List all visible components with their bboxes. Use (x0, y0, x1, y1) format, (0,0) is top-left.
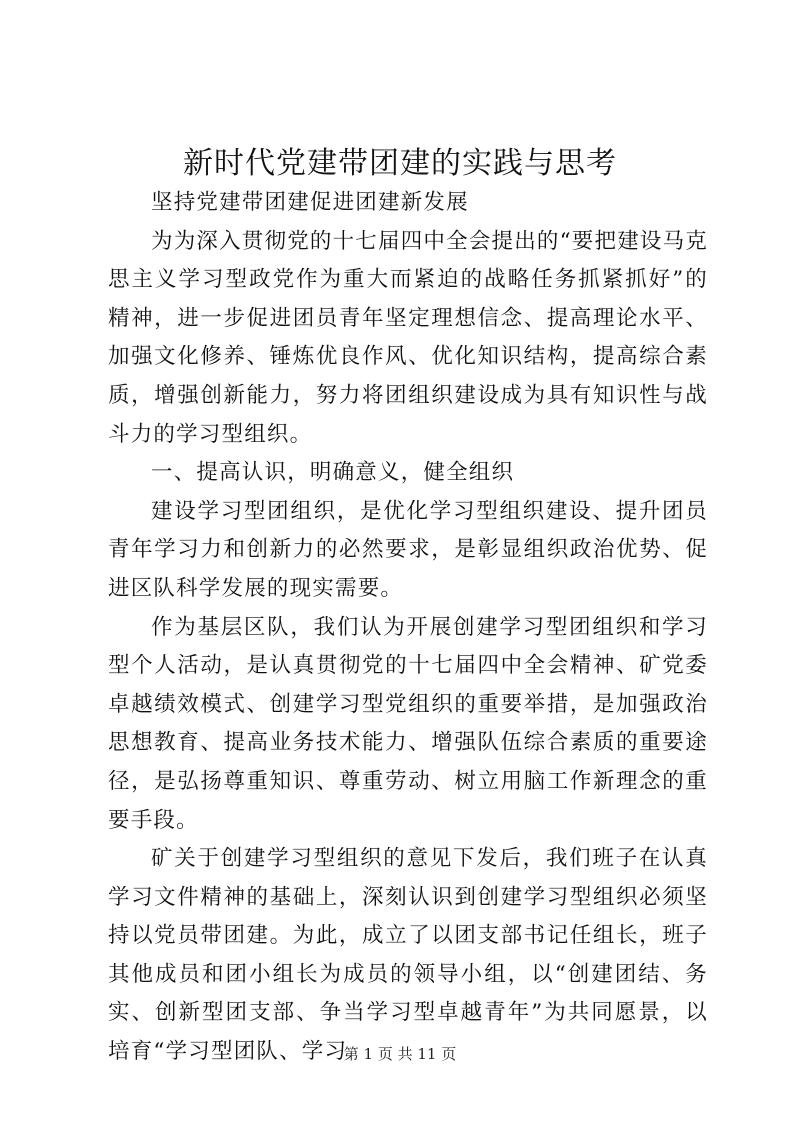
body-paragraph: 为为深入贯彻党的十七届四中全会提出的“要把建设马克思主义学习型政党作为重大而紧迫的战略任务抓紧抓好”的精神，进一步促进团员青年坚定理想信念、提高理论水平、加强文化修养、锤炼优良作风、优化知识结构，提高综合素质，增强创新能力，努力将团组织建设成为具有知识性与战斗力的学习型组织。 (108, 228, 708, 447)
body-paragraph: 矿关于创建学习型组织的意见下发后，我们班子在认真学习文件精神的基础上，深刻认识到创建学习型组织必须坚持以党员带团建。为此，成立了以团支部书记任组长，班子其他成员和团小组长为成员的领导小组，以“创建团结、务实、创新型团支部、争当学习型卓越青年”为共同愿景，以培育“学习型团队、学习 (108, 846, 708, 1065)
body-paragraph: 作为基层区队，我们认为开展创建学习型团组织和学习型个人活动，是认真贯彻党的十七届四中全会精神、矿党委卓越绩效模式、创建学习型党组织的重要举措，是加强政治思想教育、提高业务技术能力、增强队伍综合素质的重要途径，是弘扬尊重知识、尊重劳动、树立用脑工作新理念的重要手段。 (108, 614, 708, 833)
document-body (108, 184, 708, 1072)
body-paragraph: 建设学习型团组织，是优化学习型组织建设、提升团员青年学习力和创新力的必然要求，是彰显组织政治优势、促进区队科学发展的现实需要。 (108, 498, 708, 601)
section-heading: 一、提高认识，明确意义，健全组织 (151, 460, 515, 486)
page-footer: 第 1 页 共 11 页 (343, 1045, 457, 1063)
document-title: 新时代党建带团建的实践与思考 (183, 146, 617, 181)
section-subtitle: 坚持党建带团建促进团建新发展 (151, 190, 469, 215)
